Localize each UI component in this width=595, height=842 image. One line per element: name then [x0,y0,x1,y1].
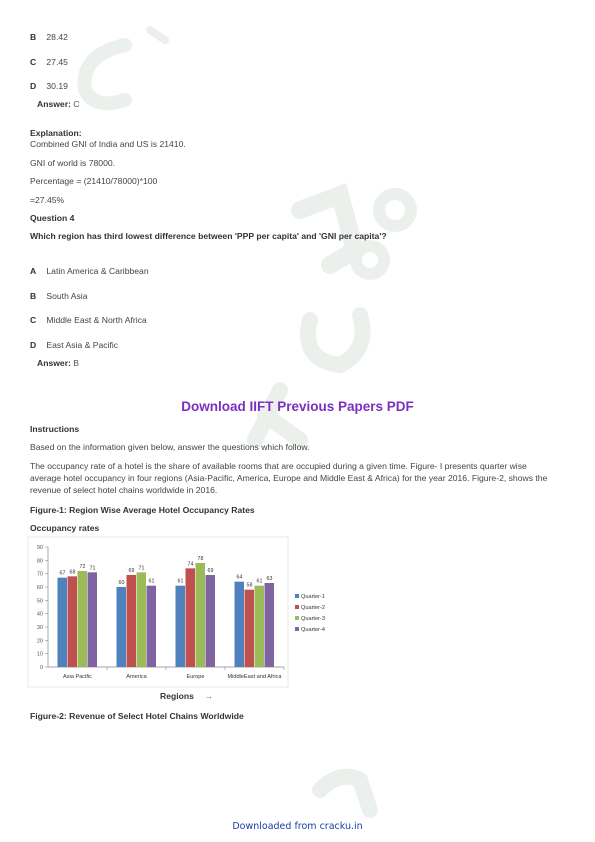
y-tick-label: 50 [36,598,43,605]
data-label: 61 [177,578,184,585]
category-label: America [126,674,147,680]
option-letter: C [30,57,37,67]
q3-option-d[interactable] [30,81,68,91]
q3-option-b[interactable] [30,32,68,42]
legend-label: Quarter-4 [301,627,325,633]
bar [196,563,206,667]
data-label: 60 [118,580,125,586]
legend-swatch [295,616,299,620]
data-label: 67 [59,570,66,577]
q4-option-d[interactable] [30,340,118,350]
q4-option-c[interactable] [30,315,147,325]
occupancy-bar-chart [0,535,380,705]
instructions-para-2: average hotel occupancy in four regions (Asia-Pacific, America, Europe and Middle East & Africa) for the year 2016. Figure-2, shows the [30,473,548,483]
question-4-heading: Question 4 [30,213,75,223]
y-tick-label: 30 [36,625,43,631]
instructions-line: Based on the information given below, answer the questions which follow. [30,442,310,452]
option-text: Middle East & North Africa [46,315,147,325]
option-text: South Asia [46,291,88,301]
y-tick-label: 60 [36,585,43,591]
legend-swatch [295,605,299,609]
data-label: 58 [246,582,253,589]
option-letter: C [30,315,37,325]
figure-2-caption: Figure-2: Revenue of Select Hotel Chains Worldwide [30,711,244,721]
instructions-para-3: revenue of select hotel chains worldwide in 2016. [30,485,218,495]
data-label: 64 [236,574,243,581]
answer-value: B [73,358,80,368]
option-letter: B [30,291,37,301]
category-label: MiddleEast and Africa [227,674,282,680]
bar [68,576,78,667]
explanation-heading: Explanation: [30,128,82,138]
category-label: Asia Pacific [63,674,92,680]
option-text: 30.19 [46,81,68,91]
legend-swatch [295,594,299,598]
option-text: 28.42 [46,32,68,42]
explanation-line-4: =27.45% [30,195,65,205]
q3-option-c[interactable] [30,57,68,67]
bar [245,590,255,667]
data-label: 71 [138,565,145,572]
arrow-right-icon: → [204,691,213,701]
bar [78,571,88,667]
data-label: 72 [79,564,86,570]
legend-swatch [295,627,299,631]
q4-answer [37,358,79,368]
answer-label: Answer: [37,99,71,109]
answer-value: C [73,99,80,109]
bar [206,575,216,667]
download-papers-link[interactable]: Download IIFT Previous Papers PDF [181,399,414,414]
x-axis-label [160,691,213,701]
bar [147,586,157,667]
explanation-line-3: Percentage = (21410/78000)*100 [30,176,158,186]
data-label: 69 [207,568,214,574]
y-tick-label: 20 [36,638,43,645]
data-label: 68 [69,569,76,576]
bar [235,582,245,667]
bar [255,586,265,667]
x-axis-label-text: Regions [160,691,194,701]
bar [117,587,127,667]
data-label: 78 [197,556,204,562]
y-tick-label: 0 [39,665,43,671]
legend-label: Quarter-2 [301,605,325,611]
data-label: 63 [266,576,273,582]
q4-option-b[interactable] [30,291,87,301]
option-letter: D [30,81,37,91]
data-label: 61 [148,578,155,585]
chart-title: Occupancy rates [30,523,100,533]
option-letter: A [30,266,37,276]
legend-label: Quarter-1 [301,594,325,600]
y-tick-label: 10 [36,651,43,658]
bar [176,586,186,667]
option-text: 27.45 [46,57,68,67]
bar [265,583,275,667]
y-tick-label: 40 [36,611,43,618]
y-tick-label: 90 [36,545,43,551]
answer-label: Answer: [37,358,71,368]
explanation-line-2: GNI of world is 78000. [30,158,116,168]
instructions-heading: Instructions [30,424,80,434]
q4-option-a[interactable] [30,266,149,276]
category-label: Europe [186,674,205,680]
data-label: 61 [256,578,263,585]
y-tick-label: 80 [36,558,43,565]
bar [58,578,68,667]
data-label: 69 [128,568,135,574]
instructions-para-1: The occupancy rate of a hotel is the share of available rooms that are occupied during a given time. Figure- I presents quarter wise [30,461,527,471]
footer-source-link[interactable]: Downloaded from cracku.in [232,821,363,832]
y-tick-label: 70 [36,571,43,578]
data-label: 74 [187,561,194,568]
figure-1-caption: Figure-1: Region Wise Average Hotel Occupancy Rates [30,505,255,515]
data-label: 71 [89,565,96,572]
option-letter: D [30,340,37,350]
legend-label: Quarter-3 [301,616,325,622]
question-4-text: Which region has third lowest difference between 'PPP per capita' and 'GNI per capita'? [30,231,387,241]
option-text: Latin America & Caribbean [46,266,149,276]
bar [88,572,98,667]
option-text: East Asia & Pacific [46,340,119,350]
option-letter: B [30,32,37,42]
bar [127,575,137,667]
bar [186,568,196,667]
bar [137,572,147,667]
explanation-line-1: Combined GNI of India and US is 21410. [30,139,186,149]
q3-answer [37,99,80,109]
